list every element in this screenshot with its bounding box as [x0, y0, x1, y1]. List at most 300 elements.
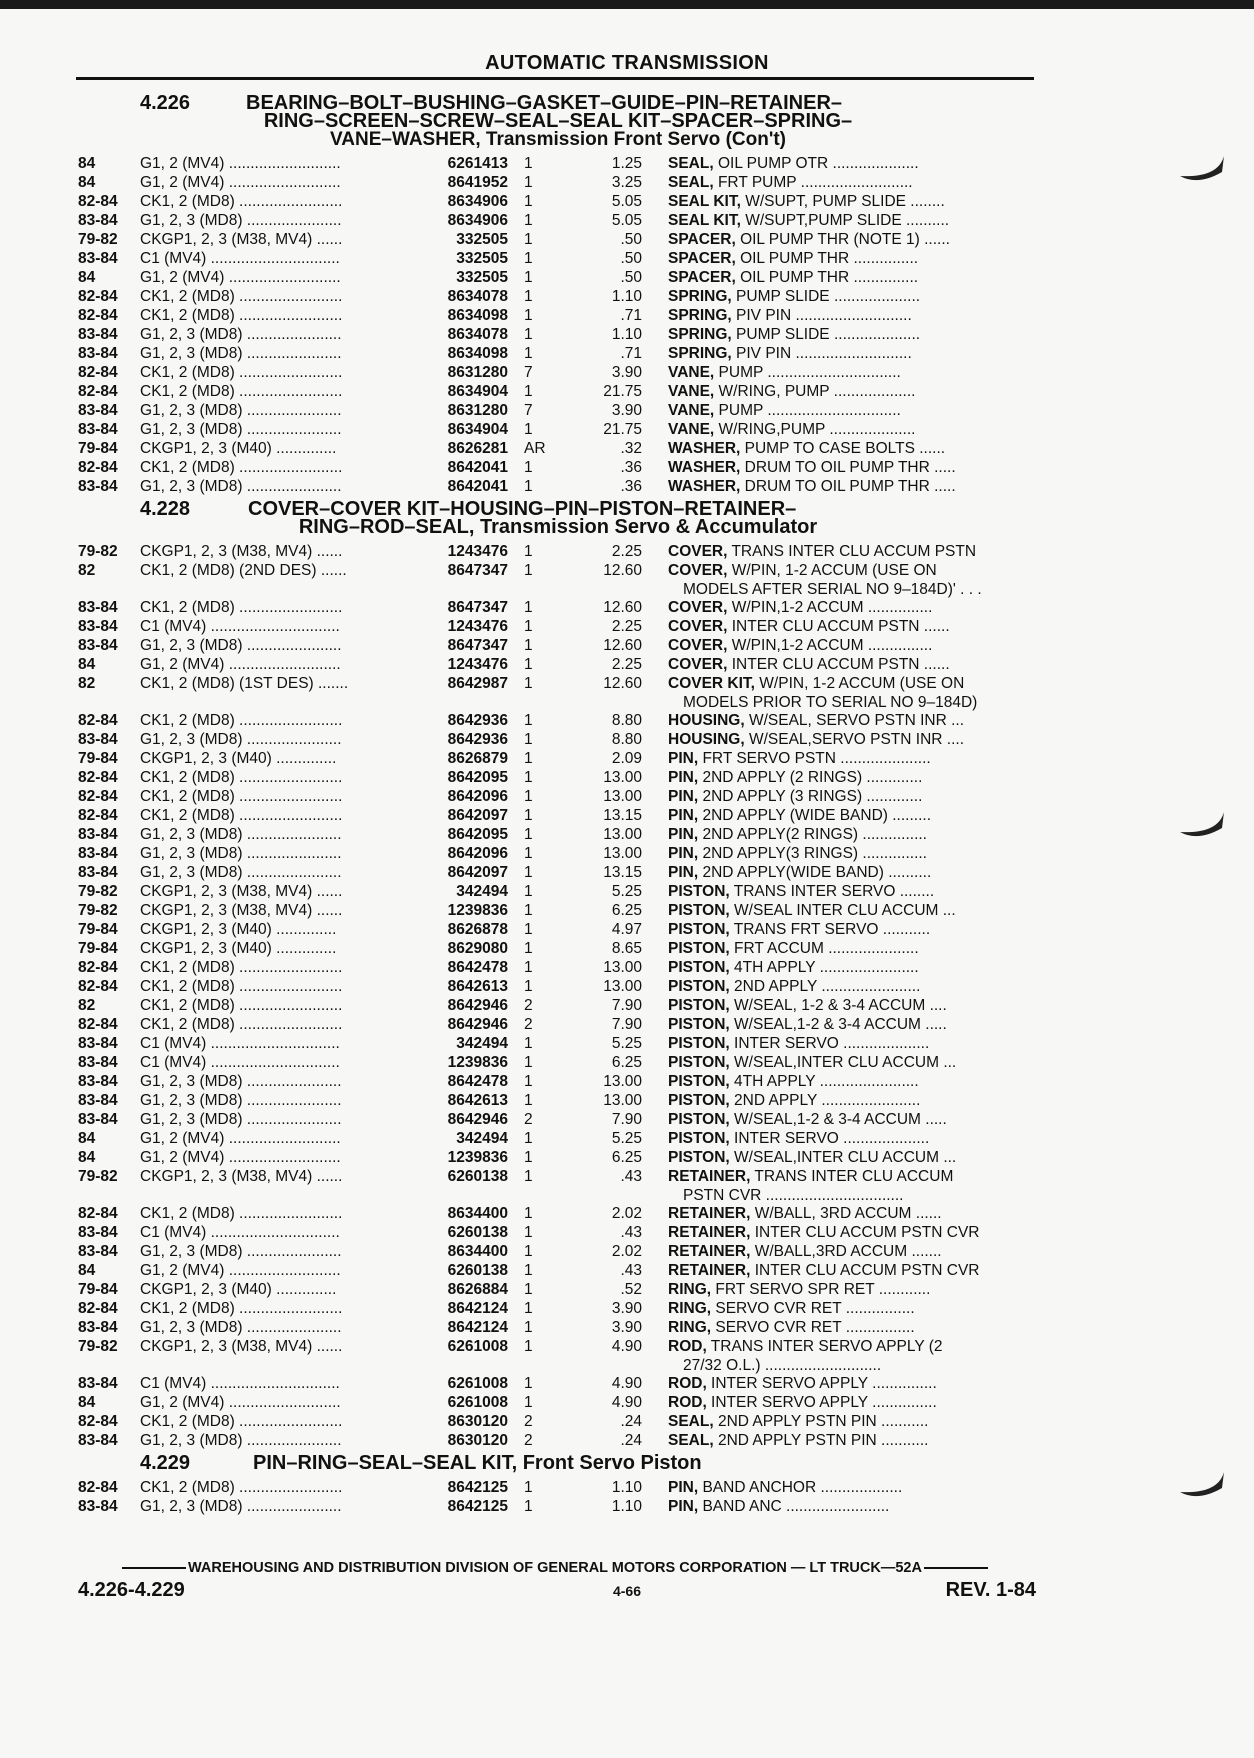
- row-price: 6.25: [611, 1054, 642, 1071]
- row-description-noun: SPRING,: [668, 307, 732, 324]
- row-description-text: W/PIN,1-2 ACCUM ...............: [727, 637, 933, 654]
- row-model: CKGP1, 2, 3 (M40) ..............: [140, 440, 337, 457]
- row-model: CK1, 2 (MD8) ........................: [140, 1479, 343, 1496]
- row-description-noun: SEAL KIT,: [668, 193, 741, 210]
- row-model: G1, 2 (MV4) ..........................: [140, 269, 341, 286]
- row-model: G1, 2 (MV4) ..........................: [140, 1149, 341, 1166]
- row-quantity: 2: [524, 1432, 533, 1449]
- row-part-number: 6261008: [447, 1375, 508, 1392]
- row-description-noun: COVER,: [668, 656, 728, 673]
- row-model: CK1, 2 (MD8) ........................: [140, 978, 343, 995]
- row-description-text: 2ND APPLY (3 RINGS) .............: [698, 788, 923, 805]
- row-description-noun: HOUSING,: [668, 731, 745, 748]
- row-quantity: 1: [524, 1498, 533, 1515]
- row-description-text: DRUM TO OIL PUMP THR .....: [740, 478, 956, 495]
- row-description-noun: PISTON,: [668, 959, 730, 976]
- row-description: [668, 154, 1043, 173]
- row-quantity: 1: [524, 231, 533, 248]
- row-part-number: 8642946: [447, 1111, 508, 1128]
- row-part-number: 8634078: [447, 326, 508, 343]
- row-quantity: 1: [524, 959, 533, 976]
- row-price: .50: [620, 231, 642, 248]
- row-model: G1, 2, 3 (MD8) ......................: [140, 1498, 342, 1515]
- row-years: 82-84: [78, 383, 118, 400]
- row-price: 5.05: [611, 212, 642, 229]
- row-description: [668, 1204, 1043, 1223]
- row-quantity: 1: [524, 383, 533, 400]
- row-description-text: BAND ANCHOR ...................: [698, 1479, 903, 1496]
- row-price: 3.90: [611, 1300, 642, 1317]
- row-description-text: INTER SERVO APPLY ...............: [706, 1375, 937, 1392]
- row-part-number: 6261008: [447, 1394, 508, 1411]
- row-model: G1, 2, 3 (MD8) ......................: [140, 212, 342, 229]
- row-part-number: 8642041: [447, 478, 508, 495]
- row-quantity: 1: [524, 1092, 533, 1109]
- row-model: G1, 2, 3 (MD8) ......................: [140, 1092, 342, 1109]
- row-model: G1, 2, 3 (MD8) ......................: [140, 637, 342, 654]
- row-part-number: 8634906: [447, 193, 508, 210]
- title-rule: [76, 77, 1034, 80]
- row-description-noun: SEAL KIT,: [668, 212, 741, 229]
- row-description-text: 2ND APPLY (2 RINGS) .............: [698, 769, 923, 786]
- row-part-number: 8629080: [447, 940, 508, 957]
- row-model: G1, 2, 3 (MD8) ......................: [140, 864, 342, 881]
- row-description: [668, 901, 1043, 920]
- row-description-noun: SPRING,: [668, 326, 732, 343]
- row-years: 83-84: [78, 345, 118, 362]
- row-description: [668, 325, 1043, 344]
- row-description-text: W/RING,PUMP ....................: [714, 421, 916, 438]
- table-row: [78, 1148, 1038, 1167]
- row-description-text: W/BALL,3RD ACCUM .......: [750, 1243, 942, 1260]
- row-part-number: 8642613: [447, 1092, 508, 1109]
- page-title: AUTOMATIC TRANSMISSION: [485, 52, 769, 74]
- row-years: 79-82: [78, 231, 118, 248]
- row-part-number: 8642095: [447, 826, 508, 843]
- row-description-text: FRT PUMP ..........................: [713, 174, 913, 191]
- row-description: [668, 844, 1043, 863]
- row-model: CK1, 2 (MD8) ........................: [140, 807, 343, 824]
- row-description-text: W/PIN, 1-2 ACCUM (USE ON: [754, 675, 965, 692]
- row-years: 83-84: [78, 402, 118, 419]
- row-description-noun: WASHER,: [668, 459, 741, 476]
- row-quantity: 1: [524, 712, 533, 729]
- row-price: 2.02: [611, 1205, 642, 1222]
- row-part-number: 8642936: [447, 712, 508, 729]
- table-row: [78, 1129, 1038, 1148]
- row-description: [668, 977, 1043, 996]
- row-description-text: PUMP TO CASE BOLTS ......: [740, 440, 946, 457]
- row-description-text: W/BALL, 3RD ACCUM ......: [750, 1205, 942, 1222]
- row-price: .36: [620, 478, 642, 495]
- table-row: [78, 1374, 1038, 1393]
- row-description-text: INTER SERVO APPLY ...............: [706, 1394, 937, 1411]
- table-row: [78, 1091, 1038, 1110]
- row-quantity: 1: [524, 1338, 533, 1355]
- row-part-number: 6260138: [447, 1262, 508, 1279]
- row-model: G1, 2, 3 (MD8) ......................: [140, 1432, 342, 1449]
- row-quantity: 1: [524, 1130, 533, 1147]
- row-price: 5.25: [611, 1035, 642, 1052]
- row-description-text: W/SEAL,1-2 & 3-4 ACCUM .....: [729, 1111, 947, 1128]
- table-row: [78, 825, 1038, 844]
- row-quantity: 1: [524, 788, 533, 805]
- row-model: C1 (MV4) ..............................: [140, 1224, 340, 1241]
- row-model: CK1, 2 (MD8) ........................: [140, 712, 343, 729]
- table-row: [78, 287, 1038, 306]
- row-quantity: 2: [524, 1111, 533, 1128]
- table-row: [78, 230, 1038, 249]
- section-title-line: VANE–WASHER, Transmission Front Servo (Con't): [330, 129, 786, 150]
- row-price: 3.90: [611, 402, 642, 419]
- row-quantity: 1: [524, 288, 533, 305]
- row-price: 2.25: [611, 543, 642, 560]
- row-model: G1, 2, 3 (MD8) ......................: [140, 326, 342, 343]
- binder-hole-icon: [1178, 152, 1226, 188]
- row-model: CK1, 2 (MD8) ........................: [140, 788, 343, 805]
- row-years: 82-84: [78, 459, 118, 476]
- row-years: 84: [78, 1394, 96, 1411]
- row-model: CKGP1, 2, 3 (M40) ..............: [140, 940, 337, 957]
- row-quantity: 1: [524, 193, 533, 210]
- row-years: 82-84: [78, 364, 118, 381]
- row-years: 82-84: [78, 193, 118, 210]
- row-quantity: 1: [524, 1205, 533, 1222]
- row-part-number: 6260138: [447, 1224, 508, 1241]
- row-description-text: TRANS INTER SERVO ........: [729, 883, 935, 900]
- row-description-text: W/SEAL INTER CLU ACCUM ...: [729, 902, 956, 919]
- row-model: G1, 2, 3 (MD8) ......................: [140, 402, 342, 419]
- row-years: 82: [78, 562, 96, 579]
- row-years: 82-84: [78, 1205, 118, 1222]
- row-description-noun: PIN,: [668, 845, 699, 862]
- row-quantity: 1: [524, 543, 533, 560]
- row-years: 82-84: [78, 978, 118, 995]
- row-price: 12.60: [603, 562, 642, 579]
- row-description: [668, 825, 1043, 844]
- row-description-text: INTER CLU ACCUM PSTN ......: [727, 656, 950, 673]
- row-quantity: 1: [524, 675, 533, 692]
- row-part-number: 8634904: [447, 421, 508, 438]
- row-part-number: 8642097: [447, 807, 508, 824]
- row-description: [668, 655, 1043, 674]
- row-description-noun: COVER,: [668, 599, 728, 616]
- row-part-number: 332505: [456, 231, 508, 248]
- row-part-number: 8642987: [447, 675, 508, 692]
- row-model: CK1, 2 (MD8) (1ST DES) .......: [140, 675, 349, 692]
- row-description-text: 4TH APPLY .......................: [729, 959, 919, 976]
- row-part-number: 1239836: [447, 1054, 508, 1071]
- row-part-number: 8634098: [447, 307, 508, 324]
- table-row: [78, 1412, 1038, 1431]
- table-row: [78, 458, 1038, 477]
- table-row: [78, 420, 1038, 439]
- row-price: 13.15: [603, 807, 642, 824]
- row-description: [668, 996, 1043, 1015]
- row-years: 79-82: [78, 543, 118, 560]
- row-description-noun: SPACER,: [668, 231, 736, 248]
- table-row: [78, 1053, 1038, 1072]
- row-part-number: 8634400: [447, 1243, 508, 1260]
- table-row: [78, 477, 1038, 496]
- binder-hole-icon: [1178, 1468, 1226, 1504]
- row-years: 84: [78, 155, 96, 172]
- row-years: 83-84: [78, 1375, 118, 1392]
- row-price: 21.75: [603, 383, 642, 400]
- row-part-number: 8642041: [447, 459, 508, 476]
- row-years: 82-84: [78, 959, 118, 976]
- row-description: [668, 1242, 1043, 1261]
- row-quantity: 1: [524, 1281, 533, 1298]
- row-description-text: 2ND APPLY(2 RINGS) ...............: [698, 826, 927, 843]
- table-row: [78, 268, 1038, 287]
- row-years: 79-84: [78, 921, 118, 938]
- row-description-noun: RETAINER,: [668, 1224, 751, 1241]
- row-years: 82-84: [78, 1479, 118, 1496]
- row-price: 3.90: [611, 364, 642, 381]
- row-quantity: 1: [524, 459, 533, 476]
- row-description-noun: PISTON,: [668, 902, 730, 919]
- row-quantity: 1: [524, 326, 533, 343]
- row-description: [668, 1015, 1043, 1034]
- row-quantity: 1: [524, 921, 533, 938]
- row-part-number: 8631280: [447, 402, 508, 419]
- row-price: 6.25: [611, 1149, 642, 1166]
- row-model: CKGP1, 2, 3 (M38, MV4) ......: [140, 1338, 343, 1355]
- row-quantity: 1: [524, 1243, 533, 1260]
- row-part-number: 332505: [456, 269, 508, 286]
- row-quantity: 1: [524, 769, 533, 786]
- row-part-number: 8626879: [447, 750, 508, 767]
- row-description-noun: PIN,: [668, 1479, 699, 1496]
- row-description-text: INTER SERVO ....................: [729, 1130, 930, 1147]
- row-part-number: 8647347: [447, 637, 508, 654]
- row-price: .24: [620, 1432, 642, 1449]
- row-quantity: 2: [524, 997, 533, 1014]
- row-quantity: 1: [524, 902, 533, 919]
- row-part-number: 8642946: [447, 997, 508, 1014]
- row-description: [668, 1412, 1043, 1431]
- section-number: 4.229: [140, 1452, 191, 1474]
- table-row: [78, 806, 1038, 825]
- row-years: 83-84: [78, 212, 118, 229]
- row-part-number: 8634078: [447, 288, 508, 305]
- row-description-text: SERVO CVR RET ................: [711, 1300, 915, 1317]
- row-years: 83-84: [78, 599, 118, 616]
- row-description: [668, 1318, 1043, 1337]
- row-model: CKGP1, 2, 3 (M38, MV4) ......: [140, 231, 343, 248]
- row-price: .36: [620, 459, 642, 476]
- table-row: [78, 1072, 1038, 1091]
- row-part-number: 8634906: [447, 212, 508, 229]
- row-description: [668, 1374, 1043, 1393]
- row-description-noun: PISTON,: [668, 940, 730, 957]
- row-description-text: TRANS INTER SERVO APPLY (2: [706, 1338, 943, 1355]
- row-model: CK1, 2 (MD8) (2ND DES) ......: [140, 562, 347, 579]
- row-years: 79-82: [78, 902, 118, 919]
- row-years: 83-84: [78, 1224, 118, 1241]
- row-description: [668, 1053, 1043, 1072]
- row-part-number: 342494: [456, 883, 508, 900]
- row-part-number: 8634098: [447, 345, 508, 362]
- row-quantity: 1: [524, 864, 533, 881]
- row-part-number: 8642478: [447, 959, 508, 976]
- row-quantity: 1: [524, 618, 533, 635]
- row-quantity: 1: [524, 637, 533, 654]
- row-description-text: OIL PUMP THR ...............: [735, 269, 919, 286]
- table-row: [78, 939, 1038, 958]
- row-price: 12.60: [603, 599, 642, 616]
- row-years: 83-84: [78, 618, 118, 635]
- row-description-noun: PISTON,: [668, 883, 730, 900]
- row-description-noun: PISTON,: [668, 1054, 730, 1071]
- row-description-noun: ROD,: [668, 1375, 707, 1392]
- row-price: 13.00: [603, 1073, 642, 1090]
- row-description-text: 2ND APPLY .......................: [729, 978, 921, 995]
- row-quantity: 1: [524, 599, 533, 616]
- row-model: CK1, 2 (MD8) ........................: [140, 1300, 343, 1317]
- row-description: [668, 1431, 1043, 1450]
- row-price: 4.90: [611, 1394, 642, 1411]
- row-price: 2.02: [611, 1243, 642, 1260]
- row-description-noun: PISTON,: [668, 921, 730, 938]
- row-description-noun: PISTON,: [668, 1035, 730, 1052]
- row-part-number: 8642124: [447, 1319, 508, 1336]
- table-row: [78, 401, 1038, 420]
- row-quantity: 1: [524, 731, 533, 748]
- row-part-number: 6260138: [447, 1168, 508, 1185]
- row-years: 84: [78, 1130, 96, 1147]
- row-description-text: OIL PUMP OTR ....................: [713, 155, 919, 172]
- row-description-text: W/PIN, 1-2 ACCUM (USE ON: [727, 562, 937, 579]
- row-description-text: 2ND APPLY .......................: [729, 1092, 921, 1109]
- row-description-text: W/SEAL,SERVO PSTN INR ....: [744, 731, 965, 748]
- binder-hole-icon: [1178, 808, 1226, 844]
- row-years: 83-84: [78, 1054, 118, 1071]
- row-price: 2.25: [611, 618, 642, 635]
- row-description-text: OIL PUMP THR ...............: [735, 250, 919, 267]
- row-description-text: INTER SERVO ....................: [729, 1035, 930, 1052]
- row-model: CK1, 2 (MD8) ........................: [140, 959, 343, 976]
- row-model: G1, 2, 3 (MD8) ......................: [140, 478, 342, 495]
- row-quantity: 1: [524, 250, 533, 267]
- row-price: 1.10: [611, 1498, 642, 1515]
- footer-division-text: WAREHOUSING AND DISTRIBUTION DIVISION OF GENERAL MOTORS CORPORATION — LT TRUCK—52A: [188, 1560, 922, 1576]
- row-price: 2.25: [611, 656, 642, 673]
- row-model: CK1, 2 (MD8) ........................: [140, 288, 343, 305]
- row-price: 7.90: [611, 1016, 642, 1033]
- row-price: .71: [620, 345, 642, 362]
- row-description: [668, 192, 1043, 211]
- section-title-line: RING–SCREEN–SCREW–SEAL–SEAL KIT–SPACER–SPRING–: [263, 110, 853, 132]
- row-description-noun: PISTON,: [668, 978, 730, 995]
- row-description: [668, 1299, 1043, 1318]
- row-price: 12.60: [603, 637, 642, 654]
- row-description: [668, 1280, 1043, 1299]
- row-part-number: 8642478: [447, 1073, 508, 1090]
- row-years: 82-84: [78, 788, 118, 805]
- row-description-noun: VANE,: [668, 383, 715, 400]
- table-row: [78, 1299, 1038, 1318]
- row-model: CKGP1, 2, 3 (M38, MV4) ......: [140, 902, 343, 919]
- row-model: G1, 2 (MV4) ..........................: [140, 1394, 341, 1411]
- row-quantity: 1: [524, 478, 533, 495]
- row-price: .52: [620, 1281, 642, 1298]
- row-description-text: 2ND APPLY (WIDE BAND) .........: [698, 807, 931, 824]
- row-description-noun: ROD,: [668, 1394, 707, 1411]
- table-row: [78, 882, 1038, 901]
- row-part-number: 1239836: [447, 1149, 508, 1166]
- row-description-text: PUMP ...............................: [714, 402, 901, 419]
- row-model: G1, 2, 3 (MD8) ......................: [140, 345, 342, 362]
- table-row: [78, 1223, 1038, 1242]
- row-price: 13.00: [603, 978, 642, 995]
- row-years: 83-84: [78, 1498, 118, 1515]
- row-description-noun: PISTON,: [668, 1092, 730, 1109]
- row-years: 83-84: [78, 826, 118, 843]
- row-description-noun: PISTON,: [668, 1130, 730, 1147]
- row-description: [668, 439, 1043, 458]
- table-row: [78, 844, 1038, 863]
- row-description-noun: PIN,: [668, 864, 699, 881]
- table-row: [78, 920, 1038, 939]
- row-description: [668, 249, 1043, 268]
- row-description-text: W/SUPT, PUMP SLIDE ........: [740, 193, 945, 210]
- row-description: [668, 268, 1043, 287]
- table-row: [78, 306, 1038, 325]
- row-description-text: INTER CLU ACCUM PSTN ......: [727, 618, 950, 635]
- row-part-number: 1243476: [447, 618, 508, 635]
- row-price: 1.25: [611, 155, 642, 172]
- row-price: .24: [620, 1413, 642, 1430]
- row-description: [668, 1167, 1043, 1186]
- section-number: 4.226: [140, 92, 191, 114]
- row-part-number: 6261413: [447, 155, 508, 172]
- row-model: C1 (MV4) ..............................: [140, 250, 340, 267]
- row-description: [668, 477, 1043, 496]
- row-description-noun: SPACER,: [668, 250, 736, 267]
- table-row: [78, 863, 1038, 882]
- row-price: 6.25: [611, 902, 642, 919]
- row-description: [668, 863, 1043, 882]
- row-years: 82: [78, 675, 96, 692]
- row-quantity: 1: [524, 1149, 533, 1166]
- row-description-continuation: 27/32 O.L.) ...........................: [683, 1357, 882, 1374]
- row-price: 3.90: [611, 1319, 642, 1336]
- row-years: 83-84: [78, 1432, 118, 1449]
- row-description-text: W/SUPT,PUMP SLIDE ..........: [740, 212, 950, 229]
- row-price: 2.09: [611, 750, 642, 767]
- row-quantity: 1: [524, 1300, 533, 1317]
- row-years: 83-84: [78, 1319, 118, 1336]
- row-description-text: DRUM TO OIL PUMP THR .....: [740, 459, 956, 476]
- row-model: CK1, 2 (MD8) ........................: [140, 599, 343, 616]
- parts-listing: [78, 94, 1038, 1520]
- section-heading-line: [78, 130, 1038, 148]
- row-price: .43: [620, 1168, 642, 1185]
- row-description-text: W/SEAL,INTER CLU ACCUM ...: [729, 1149, 957, 1166]
- row-part-number: 8642096: [447, 845, 508, 862]
- row-description-noun: PISTON,: [668, 1073, 730, 1090]
- row-description-noun: RING,: [668, 1281, 712, 1298]
- row-description-text: 2ND APPLY PSTN PIN ...........: [713, 1413, 929, 1430]
- row-part-number: 1243476: [447, 656, 508, 673]
- row-description-noun: COVER,: [668, 618, 728, 635]
- row-price: 13.00: [603, 826, 642, 843]
- row-model: CK1, 2 (MD8) ........................: [140, 1016, 343, 1033]
- table-row-continuation: [78, 693, 1038, 711]
- table-row: [78, 1497, 1038, 1516]
